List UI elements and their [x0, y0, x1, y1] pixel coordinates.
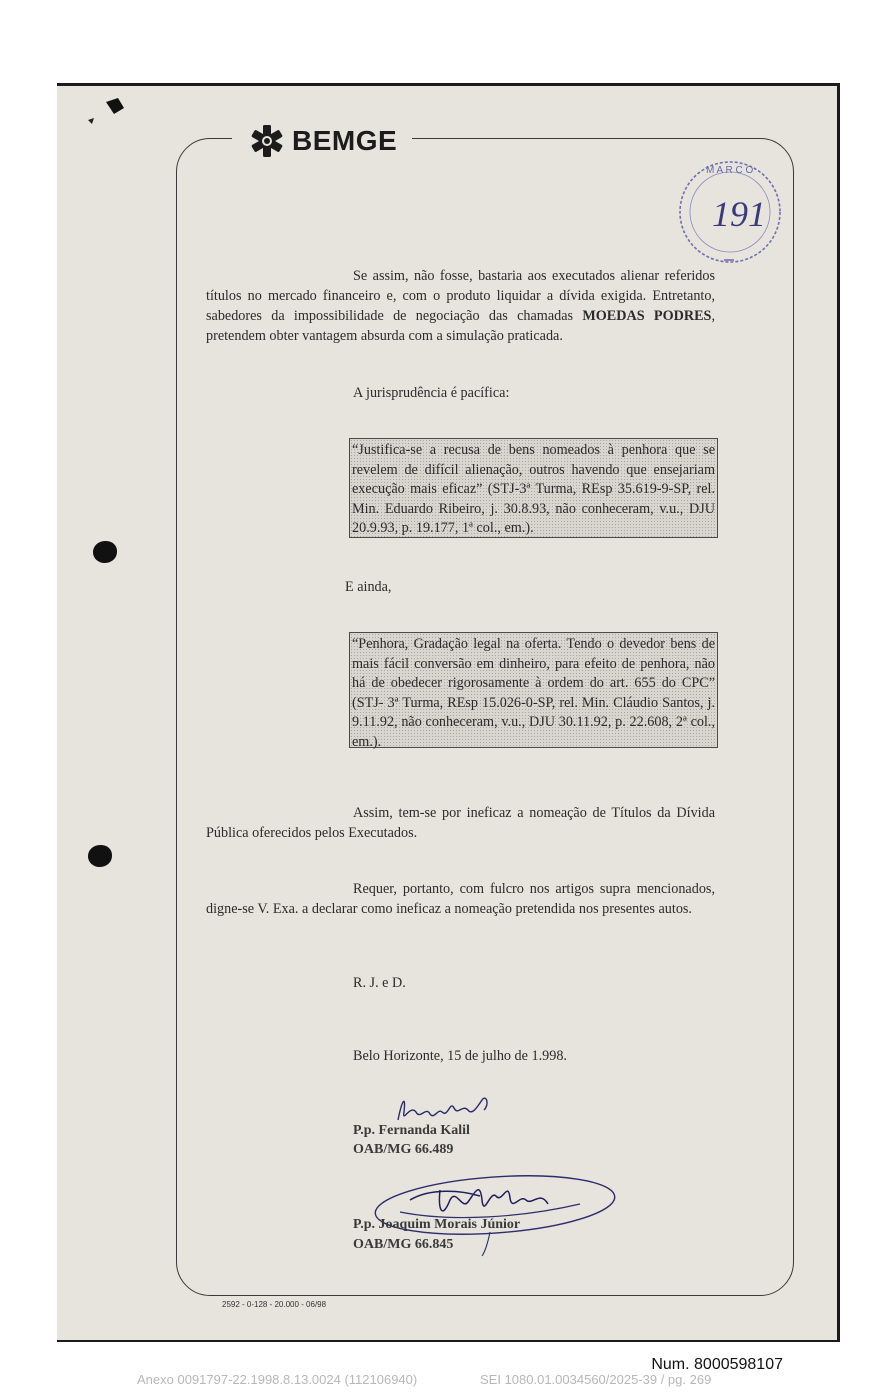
stamp-ring-text: M A R C O — [706, 165, 754, 176]
stamp-page-number: 191 — [712, 194, 766, 234]
paragraph-conclusion: Assim, tem-se por ineficaz a nomeação de Títulos da Dívida Pública oferecidos pelos Executados. — [206, 805, 715, 841]
place-date: Belo Horizonte, 15 de julho de 1.998. — [353, 1048, 567, 1064]
paragraph-intro-emphasis: MOEDAS PODRES — [582, 308, 712, 324]
sei-reference: SEI 1080.01.0034560/2025-39 / pg. 269 — [480, 1372, 712, 1387]
jurisprudence-intro: A jurisprudência é pacífica: — [353, 385, 510, 401]
connector-text: E ainda, — [345, 579, 392, 595]
paragraph-intro-tail: , pretendem obter vantagem absurda com a simulação praticada. — [206, 308, 715, 344]
punch-hole-top — [93, 541, 117, 563]
paragraph-intro-text: Se assim, não fosse, bastaria aos executados alienar referidos títulos no mercado financeiro e, com o produto liquidar a dívida exigida. Entretanto, sabedores da impossibilidade de negociação das chamadas — [206, 268, 715, 324]
punch-hole-bottom — [88, 845, 112, 867]
signatory-2-name: P.p. Joaquim Morais Júnior — [353, 1217, 521, 1232]
form-code: 2592 - 0-128 - 20.000 - 06/98 — [222, 1300, 327, 1309]
signatory-1-oab: OAB/MG 66.489 — [353, 1142, 454, 1157]
asterisk-logo-icon — [250, 124, 284, 158]
signatory-1-name: P.p. Fernanda Kalil — [353, 1123, 470, 1138]
signatory-2-oab: OAB/MG 66.845 — [353, 1237, 454, 1252]
brand-logo — [250, 124, 397, 158]
quote-block-1: “Justifica-se a recusa de bens nomeados à penhora que se revelem de difícil alienação, outros havendo que ensejariam execução mais eficaz” (STJ-3ª Turma, REsp 35.619-9-SP, rel. Min. Eduardo Ribeiro, j. 30.8.93, não conheceram, v.u., DJU 20.9.93, p. 19.177, 1ª col., em.). — [349, 438, 718, 538]
paragraph-request: Requer, portanto, com fulcro nos artigos supra mencionados, digne-se V. Exa. a declarar como ineficaz a nomeação pretendida nos presentes autos. — [206, 881, 715, 917]
document-number: Num. 8000598107 — [651, 1356, 783, 1373]
paragraph-intro — [206, 266, 715, 346]
closing-formula: R. J. e D. — [353, 975, 406, 991]
anexo-reference: Anexo 0091797-22.1998.8.13.0024 (112106940) — [137, 1372, 418, 1387]
brand-name: BEMGE — [292, 125, 398, 156]
staple-mark-icon — [80, 96, 130, 130]
page-number-stamp — [672, 156, 788, 268]
quote-block-2: “Penhora, Gradação legal na oferta. Tendo o devedor bens de mais fácil conversão em dinheiro, para efeito de penhora, não há de obedecer rigorosamente à ordem do art. 655 do CPC” (STJ- 3ª Turma, REsp 15.026-0-SP, rel. Min. Cláudio Santos, j. 9.11.92, não conheceram, v.u., DJU 30.11.92, p. 22.608, 2ª col., em.). — [349, 632, 718, 748]
